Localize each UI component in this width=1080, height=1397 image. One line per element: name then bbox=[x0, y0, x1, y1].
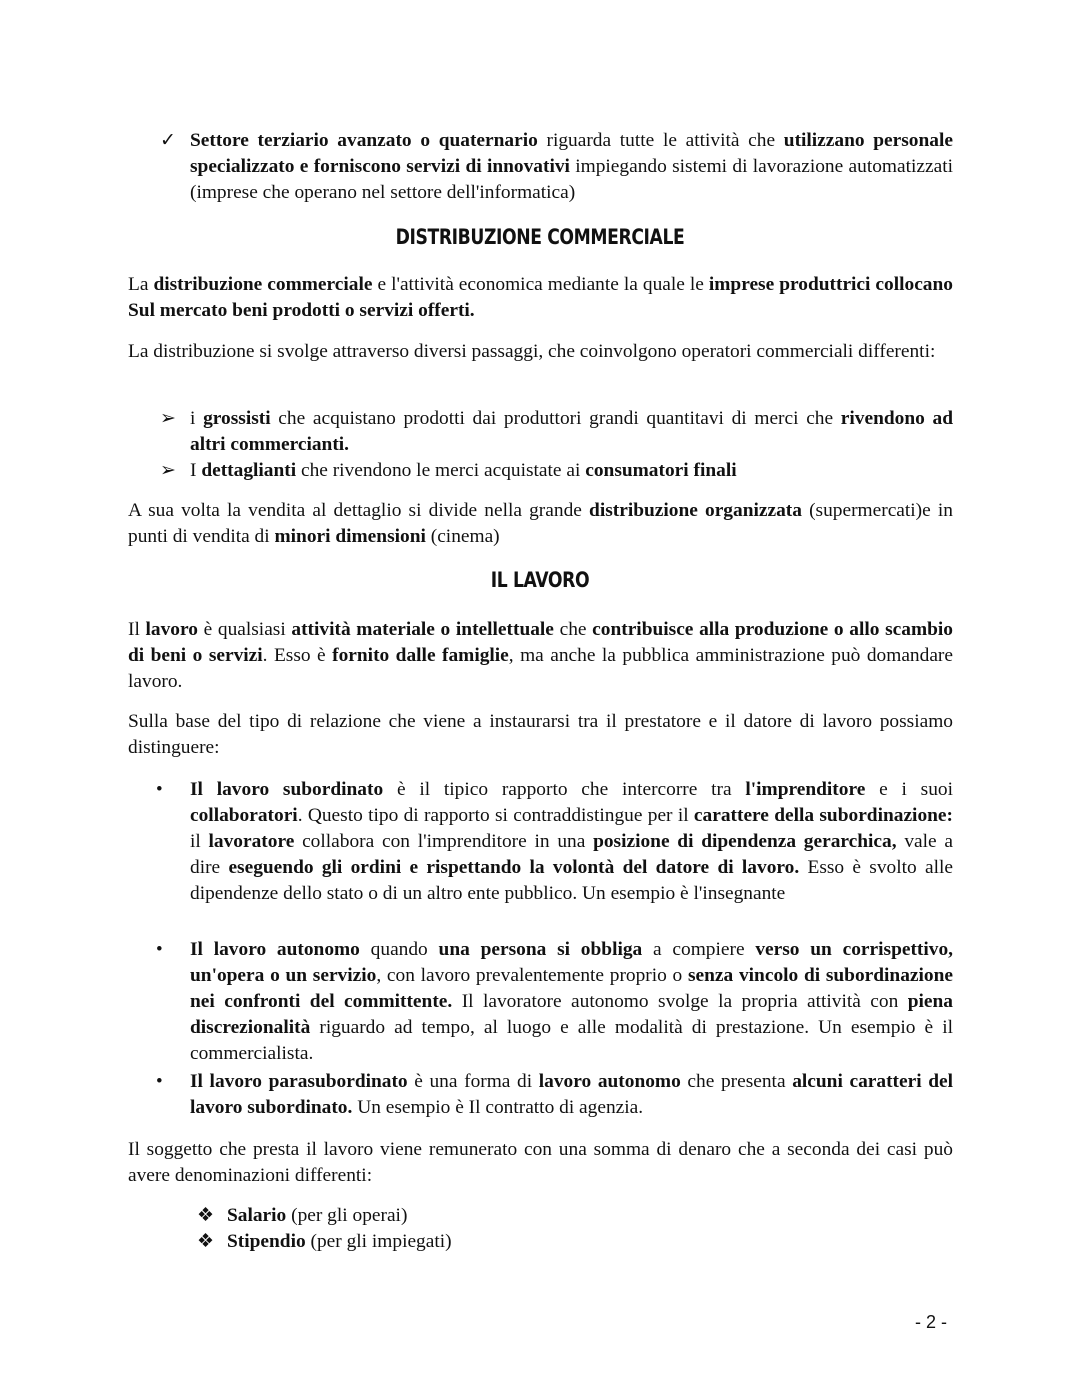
text: (per gli impiegati) bbox=[305, 1231, 452, 1252]
bold-text: utilizzano personale specializzato e forniscono servizi di innovativi bbox=[190, 130, 953, 177]
text: che presenta bbox=[680, 1071, 793, 1092]
text: riguarda tutte le attività che bbox=[537, 130, 784, 151]
bold-text: consumatori finali bbox=[585, 460, 737, 481]
text: La distribuzione si svolge attraverso diversi passaggi, che coinvolgono operatori commerciali differenti: bbox=[128, 341, 936, 362]
list-item-subordinato bbox=[190, 777, 953, 907]
text: La bbox=[128, 274, 154, 295]
dot-bullet-icon: • bbox=[156, 939, 163, 960]
bold-text: una persona si obbliga bbox=[438, 939, 643, 960]
paragraph-remunerazione bbox=[128, 1137, 953, 1189]
list-item-stipendio bbox=[227, 1229, 927, 1255]
bold-text: posizione di dipendenza gerarchica, bbox=[593, 831, 897, 852]
bold-text: fornito dalle famiglie bbox=[332, 645, 509, 666]
paragraph-distribuzione-passaggi bbox=[128, 339, 953, 365]
bold-text: lavoratore bbox=[208, 831, 295, 852]
text: vale a dire bbox=[190, 831, 953, 878]
list-item-salario bbox=[227, 1203, 927, 1229]
text: e l'attività economica mediante la quale le bbox=[372, 274, 709, 295]
text: è qualsiasi bbox=[197, 619, 292, 640]
bold-text: lavoro bbox=[145, 619, 198, 640]
text: è il tipico rapporto che intercorre tra bbox=[383, 779, 746, 800]
section-heading-lavoro: IL LAVORO bbox=[490, 568, 590, 592]
bold-text: rivendono ad altri commercianti. bbox=[190, 408, 953, 455]
checkmark-icon: ✓ bbox=[160, 130, 176, 151]
dot-bullet-icon: • bbox=[156, 779, 163, 800]
bold-text: dettaglianti bbox=[201, 460, 297, 481]
text: e i suoi bbox=[865, 779, 953, 800]
paragraph-relazione bbox=[128, 709, 953, 761]
text: Esso è svolto alle dipendenze dello stato o di un altro ente pubblico. Un esempio è l'insegnante bbox=[190, 857, 953, 904]
bold-text: distribuzione organizzata bbox=[589, 500, 802, 521]
bold-text: collaboratori bbox=[190, 805, 298, 826]
page-number: - 2 - bbox=[915, 1312, 948, 1332]
bold-text: eseguendo gli ordini e rispettando la volontà del datore di lavoro. bbox=[228, 857, 800, 878]
bold-text: minori dimensioni bbox=[274, 526, 426, 547]
bold-text: contribuisce alla produzione o allo scambio di beni o servizi bbox=[128, 619, 953, 666]
text: che rivendono le merci acquistate ai bbox=[296, 460, 586, 481]
section-heading-distribuzione: DISTRIBUZIONE COMMERCIALE bbox=[395, 225, 685, 249]
dot-bullet-icon: • bbox=[156, 1071, 163, 1092]
text: (per gli operai) bbox=[286, 1205, 408, 1226]
bold-text: Il lavoro subordinato bbox=[190, 779, 384, 800]
text: Un esempio è Il contratto di agenzia. bbox=[352, 1097, 644, 1118]
text: . Esso è bbox=[262, 645, 333, 666]
text: Sulla base del tipo di relazione che viene a instaurarsi tra il prestatore e il datore di lavoro possiamo distinguere: bbox=[128, 711, 953, 758]
bold-text: Settore terziario avanzato o quaternario bbox=[190, 130, 538, 151]
text: , ma anche la pubblica amministrazione può domandare lavoro. bbox=[128, 645, 953, 692]
bold-text: Il lavoro autonomo bbox=[190, 939, 360, 960]
text: il bbox=[190, 831, 209, 852]
text: (supermercati)e in punti di vendita di bbox=[128, 500, 953, 547]
arrow-bullet-icon: ➢ bbox=[160, 408, 176, 429]
bold-text: distribuzione commerciale bbox=[153, 274, 373, 295]
bold-text: alcuni caratteri del lavoro subordinato. bbox=[190, 1071, 953, 1118]
text: collabora con l'imprenditore in una bbox=[294, 831, 594, 852]
text: Il bbox=[128, 619, 146, 640]
text: I bbox=[190, 460, 202, 481]
paragraph-dettaglio bbox=[128, 498, 953, 550]
text: riguardo ad tempo, al luogo e alle modalità di prestazione. Un esempio è il commercialista. bbox=[190, 1017, 953, 1064]
bold-text: Salario bbox=[227, 1205, 287, 1226]
bold-text: Stipendio bbox=[227, 1231, 306, 1252]
text: A sua volta la vendita al dettaglio si divide nella grande bbox=[128, 500, 590, 521]
text: Il soggetto che presta il lavoro viene remunerato con una somma di denaro che a seconda dei casi può avere denominazioni differenti: bbox=[128, 1139, 953, 1186]
list-item-autonomo bbox=[190, 937, 953, 1067]
text: a compiere bbox=[642, 939, 756, 960]
text: che bbox=[553, 619, 593, 640]
bold-text: Il lavoro parasubordinato bbox=[190, 1071, 408, 1092]
bold-text: piena discrezionalità bbox=[190, 991, 954, 1038]
list-item-parasubordinato bbox=[190, 1069, 953, 1121]
text: quando bbox=[359, 939, 439, 960]
bold-text: senza vincolo di subordinazione nei confronti del committente. bbox=[190, 965, 953, 1012]
diamond-bullet-icon: ❖ bbox=[197, 1231, 215, 1252]
bold-text: imprese produttrici collocano Sul mercato beni prodotti o servizi offerti. bbox=[128, 274, 953, 321]
bold-text: attività materiale o intellettuale bbox=[291, 619, 554, 640]
list-item-grossisti bbox=[190, 406, 953, 458]
diamond-bullet-icon: ❖ bbox=[197, 1205, 215, 1226]
arrow-bullet-icon: ➢ bbox=[160, 460, 176, 481]
text: . Questo tipo di rapporto si contraddistingue per il bbox=[297, 805, 694, 826]
text: che acquistano prodotti dai produttori grandi quantitavi di merci che bbox=[270, 408, 841, 429]
text: (cinema) bbox=[425, 526, 500, 547]
text: , con lavoro prevalentemente proprio o bbox=[376, 965, 688, 986]
text: i bbox=[190, 408, 204, 429]
bold-text: grossisti bbox=[203, 408, 271, 429]
paragraph-lavoro-def bbox=[128, 617, 953, 695]
list-item-dettaglianti bbox=[190, 458, 953, 484]
paragraph-distribuzione-def bbox=[128, 272, 953, 324]
bold-text: l'imprenditore bbox=[745, 779, 866, 800]
text: è una forma di bbox=[407, 1071, 539, 1092]
bold-text: carattere della subordinazione: bbox=[693, 805, 953, 826]
bold-text: lavoro autonomo bbox=[538, 1071, 681, 1092]
bold-text: verso un corrispettivo, un'opera o un servizio bbox=[190, 939, 954, 986]
list-item-quaternario bbox=[190, 128, 953, 206]
text: impiegando sistemi di lavorazione automatizzati (imprese che operano nel settore dell'informatica) bbox=[190, 156, 953, 203]
text: Il lavoratore autonomo svolge la propria attività con bbox=[452, 991, 908, 1012]
